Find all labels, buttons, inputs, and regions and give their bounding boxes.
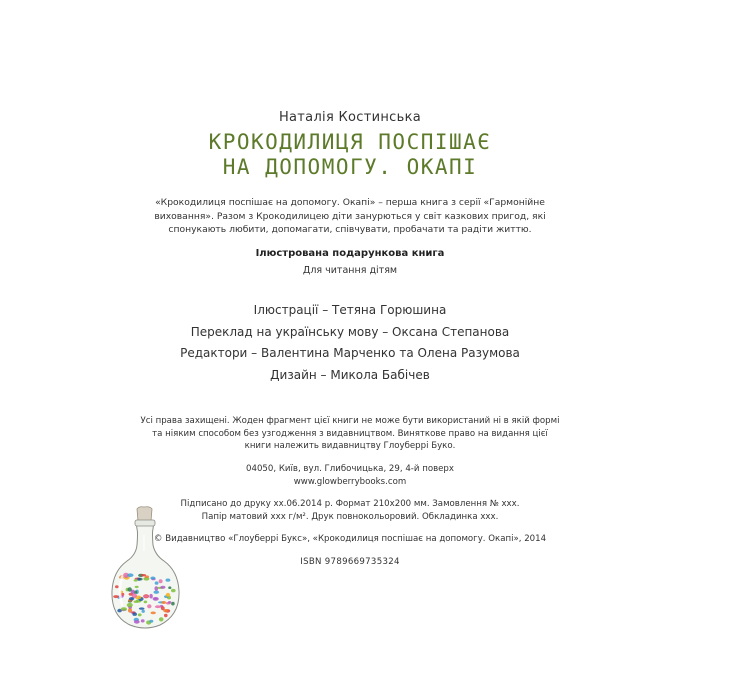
candy <box>142 610 145 613</box>
glass-bottle-with-colorful-candies-icon <box>108 505 183 630</box>
candy <box>154 586 158 591</box>
candy <box>161 606 165 610</box>
candy <box>127 573 133 577</box>
candy <box>171 589 176 592</box>
candy <box>147 604 151 608</box>
credit-editors: Редактори – Валентина Марченко та Олена Разумова <box>180 346 520 360</box>
book-title-line-1: КРОКОДИЛИЦЯ ПОСПІШАЄ <box>208 130 492 154</box>
candy <box>164 614 168 617</box>
candy <box>168 586 171 589</box>
candy <box>137 578 141 581</box>
book-title <box>150 130 550 180</box>
print-info <box>150 498 550 523</box>
candy <box>121 607 127 611</box>
candy <box>159 579 163 583</box>
candy <box>132 613 137 616</box>
candy <box>143 595 148 597</box>
candy <box>128 587 132 591</box>
book-description: «Крокодилиця поспішає на допомогу. Окапі» – перша книга з серії «Гармонійне виховання». Разом з Крокодилицею діти занурються у світ казкових пригод, які спонукають любити, допомагати, співчувати, пробачати та радіти життю. <box>154 197 546 235</box>
candy <box>141 619 145 622</box>
audience-note: Для читання дітям <box>302 265 398 276</box>
candy <box>135 586 139 588</box>
candy <box>160 586 165 589</box>
candy <box>166 593 170 597</box>
address-street: 04050, Київ, вул. Глибочицька, 29, 4-й поверх <box>246 464 454 474</box>
candy <box>141 574 146 576</box>
candy <box>134 620 140 624</box>
candy <box>168 601 171 604</box>
credit-design: Дизайн – Микола Бабічев <box>270 367 430 382</box>
book-title-line-2: НА ДОПОМОГУ. ОКАПІ <box>222 155 478 179</box>
candy <box>171 602 175 606</box>
candy <box>155 581 159 584</box>
candy <box>149 594 152 599</box>
candy <box>154 598 157 600</box>
candy <box>161 601 166 604</box>
rights-notice: Усі права захищені. Жоден фрагмент цієї книги не може бути використаний ні в якій формі та ніяким способом без узгодження з видавництвом. Виняткове право на видання цієї книги належить видавництву Глоуберрі Буко. <box>140 416 560 451</box>
author-name: Наталія Костинська <box>278 110 422 125</box>
book-type: Ілюстрована подарункова книга <box>255 248 445 259</box>
copyright-notice: © Видавництво «Глоуберрі Букс», «Крокодилиця поспішає на допомогу. Окапі», 2014 <box>153 534 547 544</box>
candy <box>144 601 148 604</box>
print-info-line-1: Підписано до друку xx.06.2014 р. Формат 210х200 мм. Замовлення № xxx. <box>180 499 520 509</box>
candy <box>134 601 139 603</box>
candy <box>149 620 153 623</box>
candy <box>155 605 161 608</box>
candy <box>159 617 164 621</box>
candy <box>151 612 156 615</box>
candy <box>150 577 155 580</box>
candy <box>128 608 132 612</box>
candy <box>127 603 133 607</box>
address-website: www.glowberrybooks.com <box>293 476 407 487</box>
candy <box>139 607 145 609</box>
candy <box>154 591 160 594</box>
print-info-line-2: Папір матовий xxx г/м². Друк повнокольоровий. Обкладинка xxx. <box>201 511 499 522</box>
candy <box>138 613 142 616</box>
credits-list <box>150 300 550 386</box>
candy <box>166 579 171 582</box>
publisher-address <box>150 463 550 488</box>
credit-translation: Переклад на українську мову – Оксана Степанова <box>190 324 510 339</box>
candy <box>129 597 134 600</box>
candy <box>115 585 119 588</box>
candy <box>113 595 119 598</box>
candy <box>134 579 138 581</box>
isbn: ISBN 9789669735324 <box>300 557 400 567</box>
credit-illustrations: Ілюстрації – Тетяна Горюшина <box>253 303 447 317</box>
